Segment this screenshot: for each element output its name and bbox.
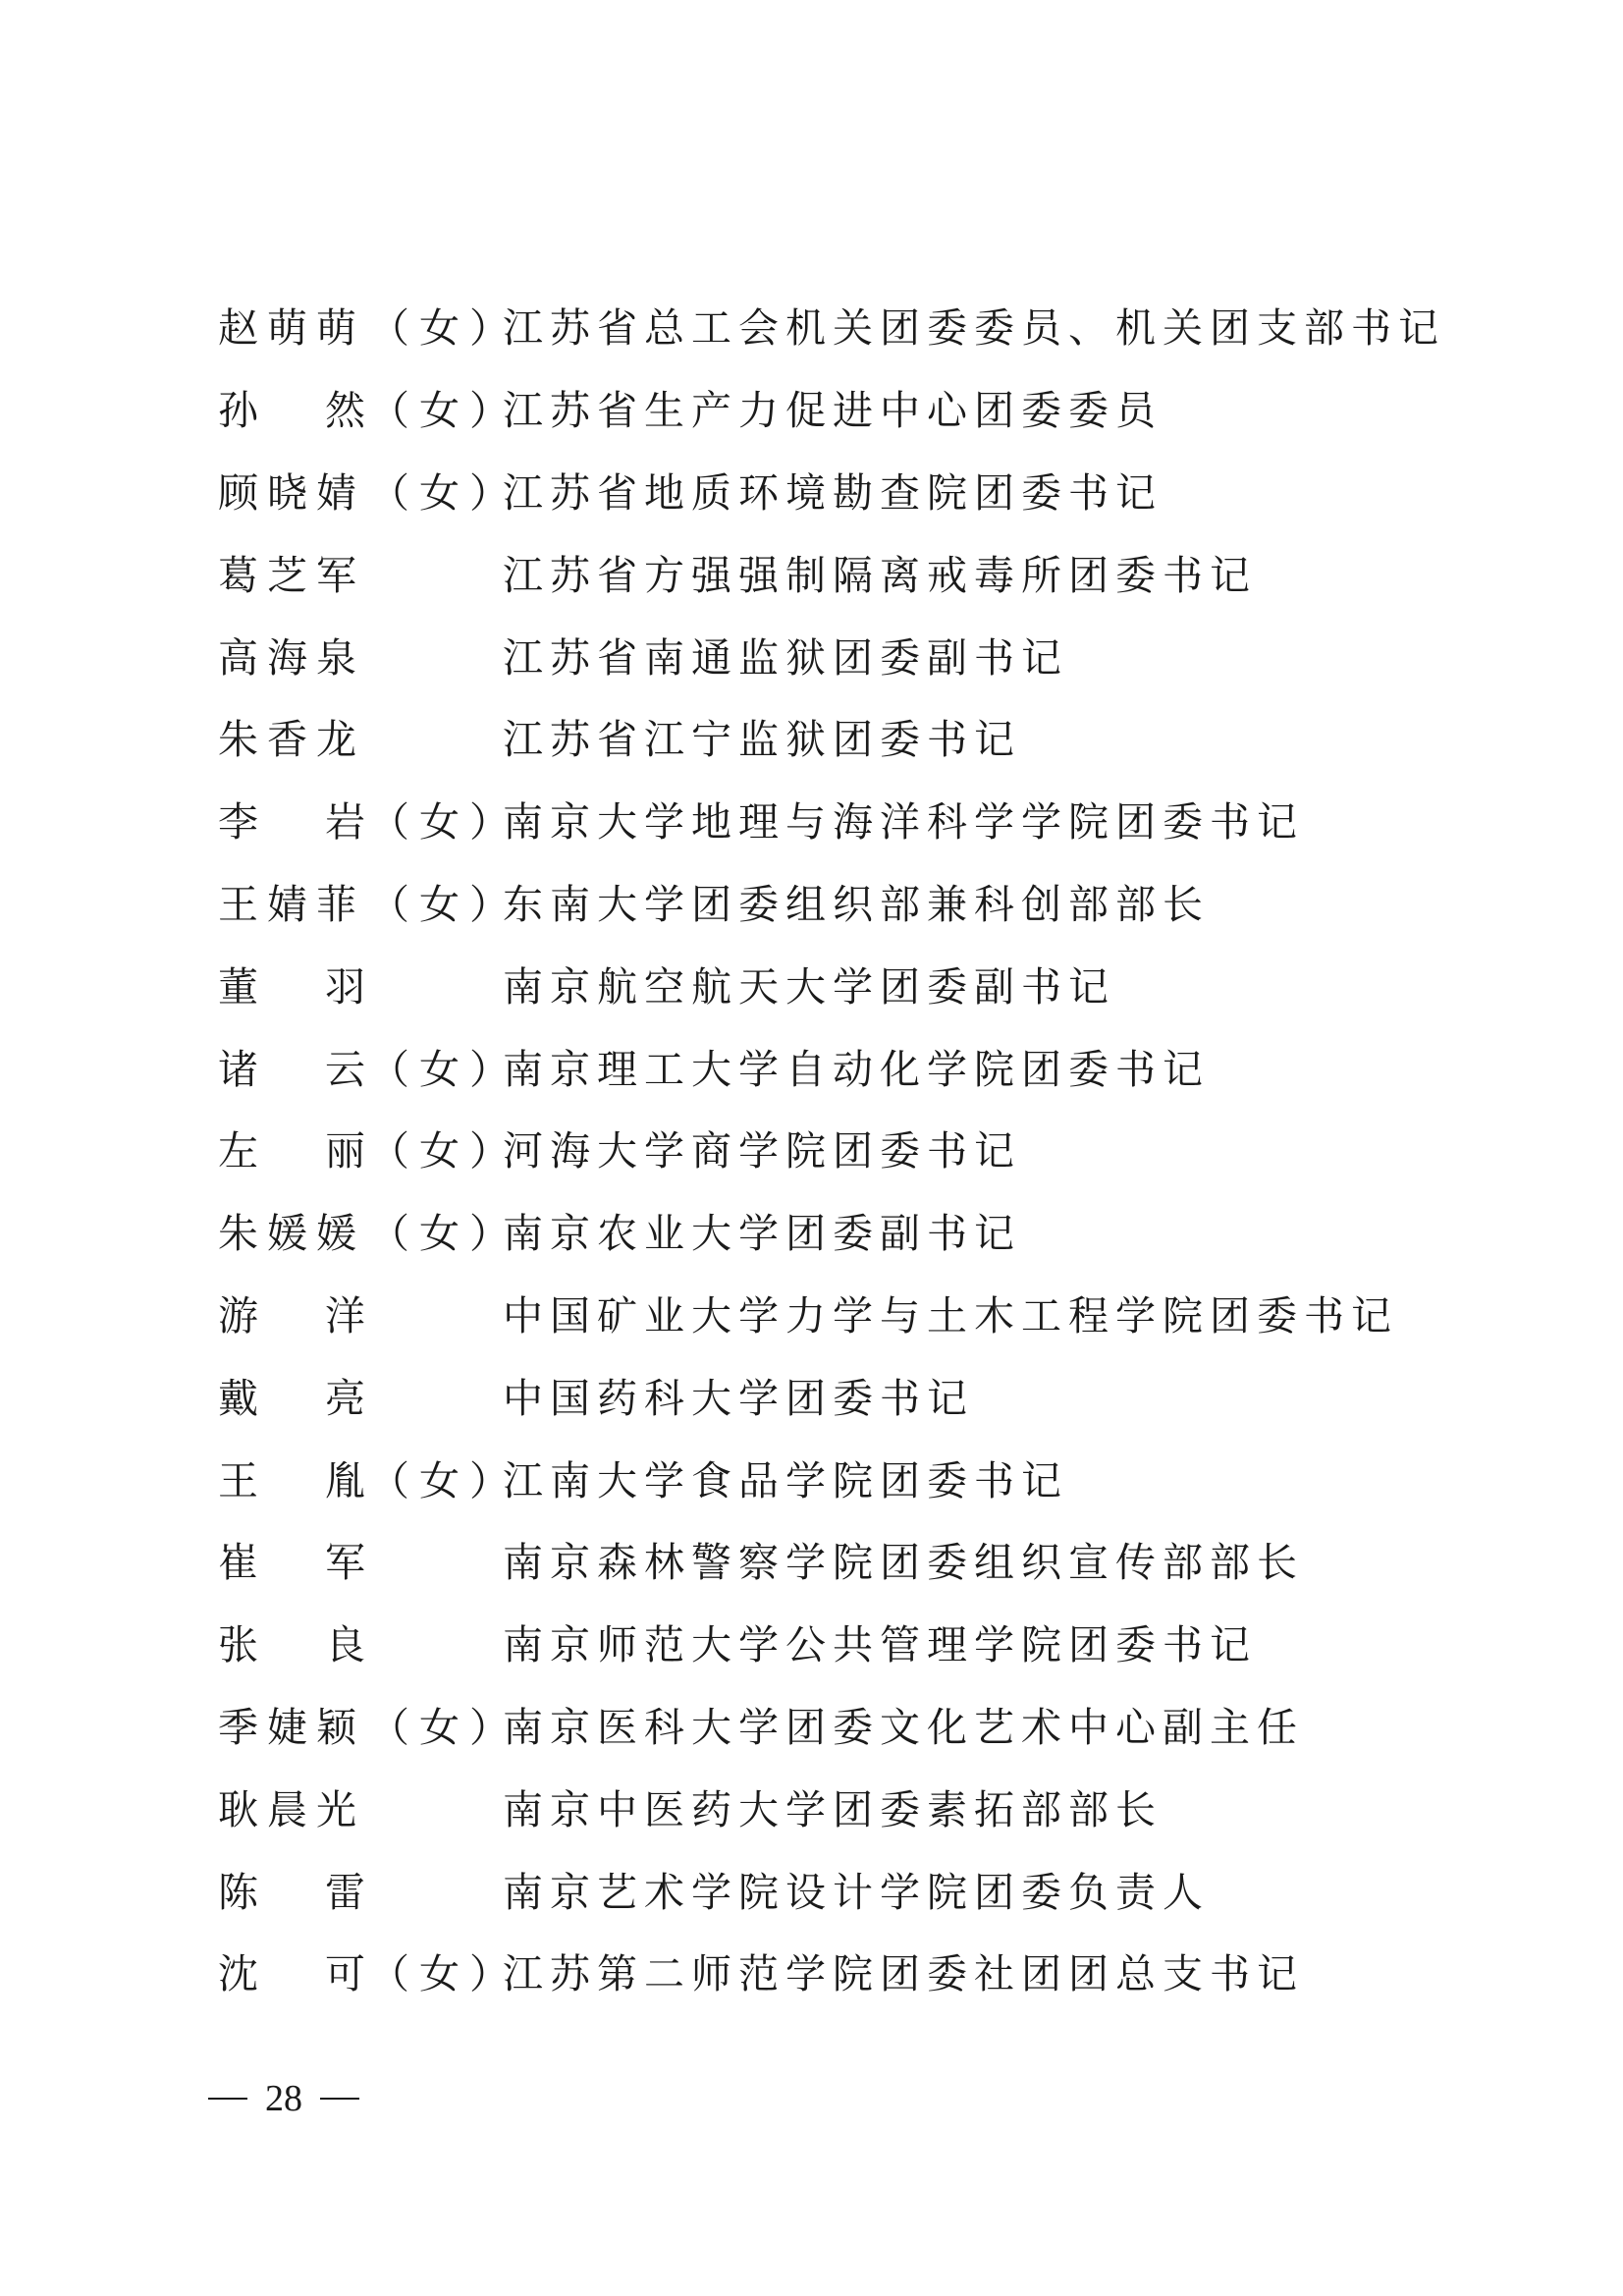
member-gender: （女） [369,880,519,928]
member-name-char: 孙 [218,387,258,435]
member-title: 中国药科大学团委书记 [503,1374,974,1422]
member-name-char: 李 [218,798,258,847]
member-name-char: 芝 [267,551,307,599]
member-gender: （女） [369,304,519,353]
member-name-char: 朱 [218,1210,258,1258]
list-item [218,699,1494,782]
member-name [218,1621,365,1669]
member-name-char: 可 [325,1950,365,1998]
member-gender: （女） [369,1703,519,1751]
member-name [218,1539,365,1587]
member-name-char: 沈 [218,1950,258,1998]
member-title: 南京农业大学团委副书记 [503,1210,1021,1258]
member-title: 河海大学商学院团委书记 [503,1127,1021,1175]
list-item [218,1440,1494,1522]
member-list [218,288,1494,2016]
list-item [218,1111,1494,1193]
member-gender: （女） [369,1950,519,1998]
member-name-char: 季 [218,1703,258,1751]
member-name-char: 婧 [267,880,307,928]
list-item [218,1687,1494,1770]
member-name-char: 泉 [316,633,356,682]
member-name [218,1210,365,1258]
member-name-char: 戴 [218,1374,258,1422]
member-title: 南京大学地理与海洋科学学院团委书记 [503,798,1304,847]
member-name-char: 海 [267,633,307,682]
member-name [218,387,365,435]
member-name-char: 晓 [267,468,307,517]
list-item [218,1769,1494,1851]
member-name [218,1291,365,1339]
member-gender: （女） [369,1045,519,1093]
member-name-char: 诸 [218,1045,258,1093]
member-title: 南京森林警察学院团委组织宣传部部长 [503,1539,1304,1587]
member-title: 南京医科大学团委文化艺术中心副主任 [503,1703,1304,1751]
member-name [218,1950,365,1998]
member-name-char: 高 [218,633,258,682]
member-name [218,1703,365,1751]
member-name [218,716,365,764]
member-name-char: 王 [218,1456,258,1504]
member-name-char: 婧 [316,468,356,517]
member-title: 江苏省生产力促进中心团委委员 [503,387,1163,435]
member-name [218,1127,365,1175]
list-item [218,453,1494,535]
member-name-char: 光 [316,1785,356,1833]
member-name-char: 媛 [267,1210,307,1258]
page-number: 28 [265,2078,302,2119]
member-name-char: 顾 [218,468,258,517]
list-item [218,370,1494,453]
member-name-char: 萌 [316,304,356,353]
member-name-char: 军 [316,551,356,599]
list-item [218,288,1494,370]
member-name-char: 赵 [218,304,258,353]
list-item [218,1028,1494,1111]
member-name-char: 婕 [267,1703,307,1751]
member-name-char: 葛 [218,551,258,599]
member-gender: （女） [369,387,519,435]
member-name [218,468,365,517]
list-item [218,864,1494,947]
member-name [218,962,365,1011]
member-name-char: 雷 [325,1868,365,1916]
list-item [218,1934,1494,2016]
list-item [218,946,1494,1028]
member-title: 江苏省方强强制隔离戒毒所团委书记 [503,551,1257,599]
member-name [218,551,365,599]
page-footer [208,2077,359,2120]
member-gender: （女） [369,1127,519,1175]
member-name-char: 张 [218,1621,258,1669]
member-name-char: 然 [325,387,365,435]
member-name-char: 朱 [218,716,258,764]
member-name-char: 香 [267,716,307,764]
member-name [218,880,365,928]
member-name-char: 龙 [316,716,356,764]
member-title: 江苏省总工会机关团委委员、机关团支部书记 [503,304,1445,353]
member-name-char: 崔 [218,1539,258,1587]
member-name-char: 媛 [316,1210,356,1258]
member-name-char: 左 [218,1127,258,1175]
member-title: 江苏省南通监狱团委副书记 [503,633,1068,682]
member-name-char: 羽 [325,962,365,1011]
member-name [218,633,365,682]
member-name-char: 董 [218,962,258,1011]
footer-dash-right [320,2098,359,2100]
list-item [218,534,1494,617]
member-gender: （女） [369,1210,519,1258]
member-name-char: 良 [325,1621,365,1669]
member-name [218,798,365,847]
list-item [218,782,1494,864]
member-title: 南京师范大学公共管理学院团委书记 [503,1621,1257,1669]
member-name-char: 岩 [325,798,365,847]
member-title: 江苏省地质环境勘查院团委书记 [503,468,1163,517]
member-gender: （女） [369,1456,519,1504]
list-item [218,1357,1494,1440]
member-name-char: 陈 [218,1868,258,1916]
member-name-char: 萌 [267,304,307,353]
list-item [218,1851,1494,1934]
list-item [218,1193,1494,1276]
footer-dash-left [208,2098,247,2100]
member-name [218,1785,365,1833]
member-name [218,1045,365,1093]
member-name-char: 云 [325,1045,365,1093]
member-name-char: 颖 [316,1703,356,1751]
member-title: 江苏第二师范学院团委社团团总支书记 [503,1950,1304,1998]
member-name-char: 丽 [325,1127,365,1175]
member-title: 江苏省江宁监狱团委书记 [503,716,1021,764]
member-gender: （女） [369,798,519,847]
member-title: 东南大学团委组织部兼科创部部长 [503,880,1210,928]
member-name-char: 晨 [267,1785,307,1833]
member-name-char: 游 [218,1291,258,1339]
member-name [218,1868,365,1916]
member-name [218,1374,365,1422]
member-name-char: 菲 [316,880,356,928]
member-title: 南京中医药大学团委素拓部部长 [503,1785,1163,1833]
list-item [218,617,1494,699]
member-name [218,1456,365,1504]
member-name-char: 亮 [325,1374,365,1422]
member-name-char: 胤 [325,1456,365,1504]
member-name [218,304,365,353]
list-item [218,1522,1494,1605]
list-item [218,1276,1494,1358]
member-name-char: 洋 [325,1291,365,1339]
member-name-char: 军 [325,1539,365,1587]
member-title: 南京航空航天大学团委副书记 [503,962,1115,1011]
member-name-char: 耿 [218,1785,258,1833]
member-title: 南京理工大学自动化学院团委书记 [503,1045,1210,1093]
member-name-char: 王 [218,880,258,928]
member-title: 南京艺术学院设计学院团委负责人 [503,1868,1210,1916]
member-gender: （女） [369,468,519,517]
list-item [218,1605,1494,1687]
member-title: 中国矿业大学力学与土木工程学院团委书记 [503,1291,1398,1339]
member-title: 江南大学食品学院团委书记 [503,1456,1068,1504]
